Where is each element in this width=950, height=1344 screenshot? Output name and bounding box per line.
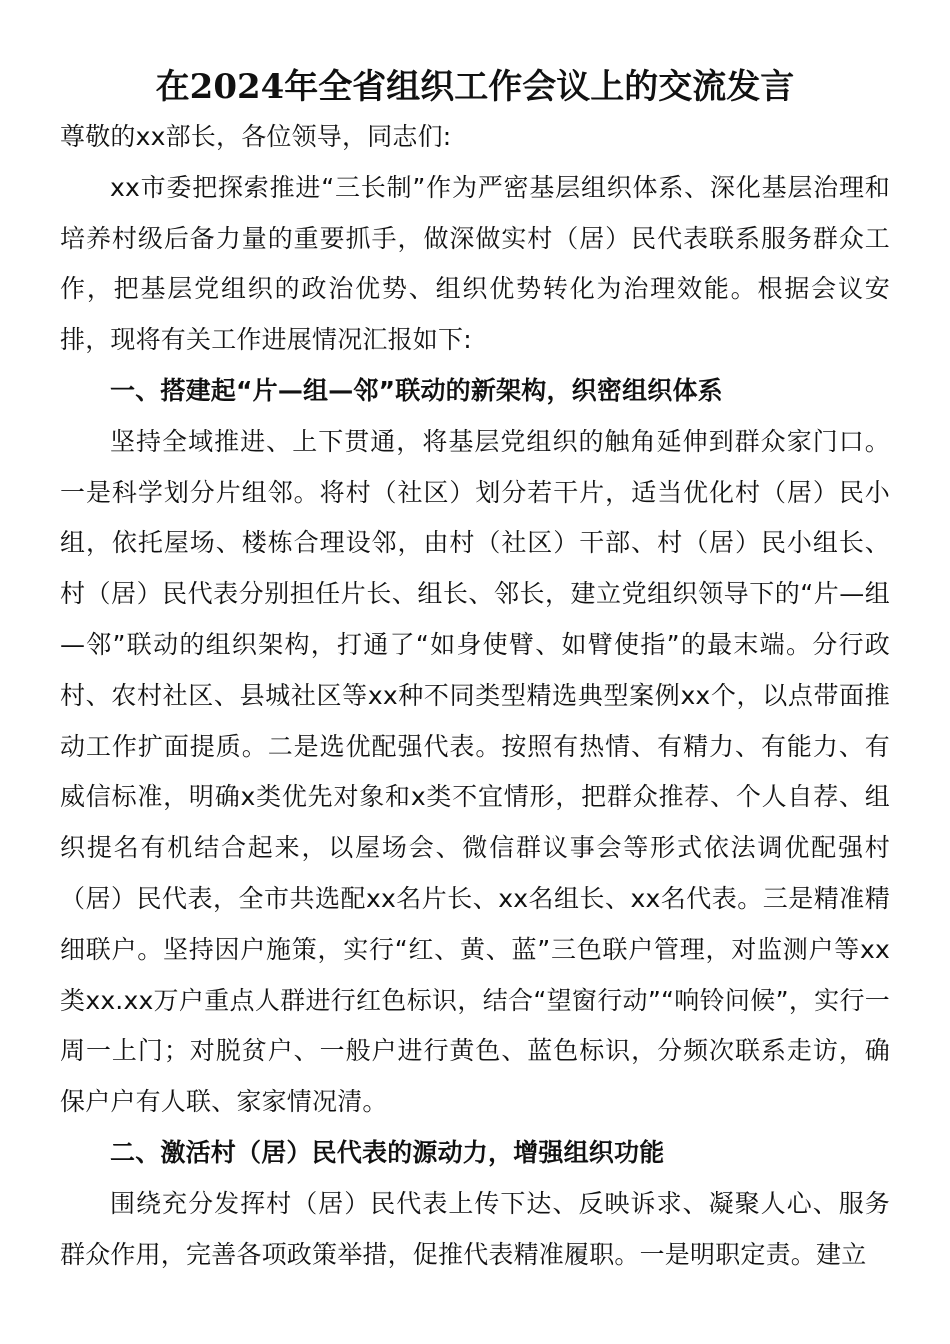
document-body xyxy=(60,112,890,1280)
section-heading-2: 二、激活村（居）民代表的源动力，增强组织功能 xyxy=(110,1137,665,1167)
section-heading-1: 一、搭建起“片—组—邻”联动的新架构，织密组织体系 xyxy=(110,375,723,405)
document-title: 在2024年全省组织工作会议上的交流发言 xyxy=(155,67,795,107)
section-paragraph-1: 坚持全域推进、上下贯通，将基层党组织的触角延伸到群众家门口。一是科学划分片组邻。将村（社区）划分若干片，适当优化村（居）民小组，依托屋场、楼栋合理设邻，由村（社区）干部、村（居）民小组长、村（居）民代表分别担任片长、组长、邻长，建立党组织领导下的“片—组—邻”联动的组织架构，打通了“如身使臂、如臂使指”的最末端。分行政村、农村社区、县城社区等xx种不同类型精选典型案例xx个，以点带面推动工作扩面提质。二是选优配强代表。按照有热情、有精力、有能力、有威信标准，明确x类优先对象和x类不宜情形，把群众推荐、个人自荐、组织提名有机结合起来，以屋场会、微信群议事会等形式依法调优配强村（居）民代表，全市共选配xx名片长、xx名组长、xx名代表。三是精准精细联户。坚持因户施策，实行“红、黄、蓝”三色联户管理，对监测户等xx类xx.xx万户重点人群进行红色标识，结合“望窗行动”“响铃问候”，实行一周一上门；对脱贫户、一般户进行黄色、蓝色标识，分频次联系走访，确保户户有人联、家家情况清。 xyxy=(60,426,890,1117)
section-paragraph-2: 围绕充分发挥村（居）民代表上传下达、反映诉求、凝聚人心、服务群众作用，完善各项政策举措，促推代表精准履职。一是明职定责。建立 xyxy=(60,1188,890,1269)
salutation: 尊敬的xx部长，各位领导，同志们: xyxy=(60,122,452,151)
intro-paragraph: xx市委把探索推进“三长制”作为严密基层组织体系、深化基层治理和培养村级后备力量的重要抓手，做深做实村（居）民代表联系服务群众工作，把基层党组织的政治优势、组织优势转化为治理效能。根据会议安排，现将有关工作进展情况汇报如下: xyxy=(60,172,890,355)
